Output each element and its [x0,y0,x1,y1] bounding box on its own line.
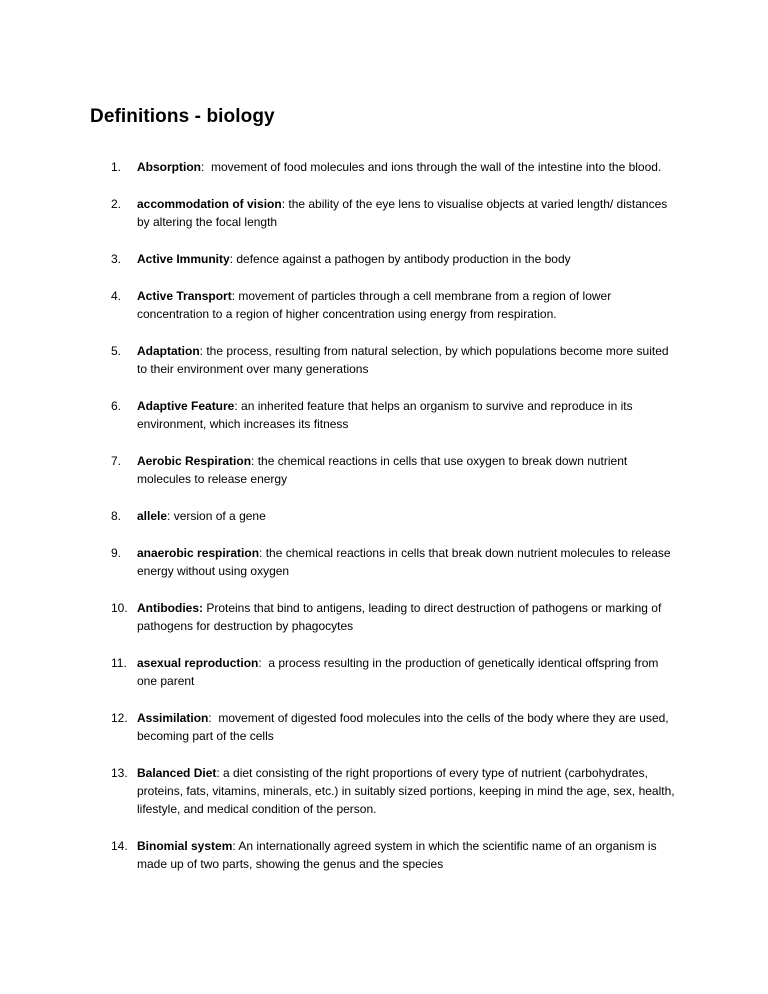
page-title: Definitions - biology [90,106,275,127]
definition-number: 3. [111,252,122,266]
definition-text [137,397,678,433]
definition-number: 9. [111,546,122,560]
definition-term: Aerobic Respiration [137,454,252,468]
definition-text [137,709,678,745]
definition-body: : the ability of the eye lens to visualise objects at varied length/ distances by altering the focal length [137,197,671,229]
definition-text [137,507,678,525]
definition-item [111,397,680,433]
definition-item [111,654,680,690]
definition-body: Proteins that bind to antigens, leading to direct destruction of pathogens or marking of pathogens for destruction by phagocytes [137,601,665,633]
definition-text [137,195,678,231]
definition-body: : version of a gene [167,509,266,523]
definition-item [111,709,680,745]
definition-term: allele [137,509,168,523]
definition-number: 10. [111,601,128,615]
definition-body: : the chemical reactions in cells that break down nutrient molecules to release energy without using oxygen [137,546,674,578]
definition-term: Adaptive Feature [137,399,235,413]
definition-text [137,544,678,580]
definition-body: : movement of food molecules and ions through the wall of the intestine into the blood. [201,160,662,174]
definition-number: 6. [111,399,122,413]
definition-number: 7. [111,454,122,468]
definition-item [111,287,680,323]
definition-term: Adaptation [137,344,200,358]
definition-number: 8. [111,509,122,523]
definition-item [111,764,680,818]
definition-text [137,599,678,635]
definition-item [111,599,680,635]
definition-item [111,195,680,231]
definition-item [111,158,680,176]
definition-text [137,654,678,690]
definition-term: anaerobic respiration [137,546,260,560]
definition-text [137,342,678,378]
definition-term: Balanced Diet [137,766,217,780]
definition-body: : the chemical reactions in cells that use oxygen to break down nutrient molecules to release energy [137,454,631,486]
definition-body: : An internationally agreed system in which the scientific name of an organism is made up of two parts, showing the genus and the species [137,839,660,871]
definition-number: 1. [111,160,122,174]
definition-term: Binomial system [137,839,233,853]
definition-term: Absorption [137,160,201,174]
definition-text [137,837,678,873]
definition-body: : a process resulting in the production of genetically identical offspring from one parent [137,656,662,688]
definition-body: : movement of particles through a cell membrane from a region of lower concentration to a region of higher concentration using energy from respiration. [137,289,615,321]
definition-item [111,452,680,488]
definition-item [111,837,680,873]
definition-body: : defence against a pathogen by antibody production in the body [229,252,571,266]
definition-term: accommodation of vision [137,197,282,211]
definition-text [137,158,678,176]
definition-text [137,287,678,323]
definition-number: 11. [111,656,127,670]
definition-number: 5. [111,344,122,358]
definition-body: : movement of digested food molecules into the cells of the body where they are used, becoming part of the cells [137,711,672,743]
definition-term: asexual reproduction [137,656,259,670]
definition-term: Antibodies: [137,601,203,615]
definition-item [111,544,680,580]
definitions-list [111,158,680,873]
definition-body: : an inherited feature that helps an organism to survive and reproduce in its environment, which increases its fitness [137,399,636,431]
definition-term: Assimilation [137,711,209,725]
definition-term: Active Immunity [137,252,230,266]
definition-number: 12. [111,711,128,725]
definition-text [137,764,678,818]
definition-number: 2. [111,197,122,211]
definition-item [111,507,680,525]
definition-number: 14. [111,839,128,853]
definition-number: 13. [111,766,128,780]
definition-item [111,342,680,378]
definition-text [137,250,678,268]
definition-body: : the process, resulting from natural selection, by which populations become more suited to their environment over many generations [137,344,672,376]
definition-number: 4. [111,289,122,303]
definition-body: : a diet consisting of the right proportions of every type of nutrient (carbohydrates, proteins, fats, vitamins, minerals, etc.) in suitably sized portions, keeping in mind the age, sex, health, lifestyle, and medical condition of the person. [137,766,678,816]
definition-text [137,452,678,488]
definition-item [111,250,680,268]
definition-term: Active Transport [137,289,232,303]
